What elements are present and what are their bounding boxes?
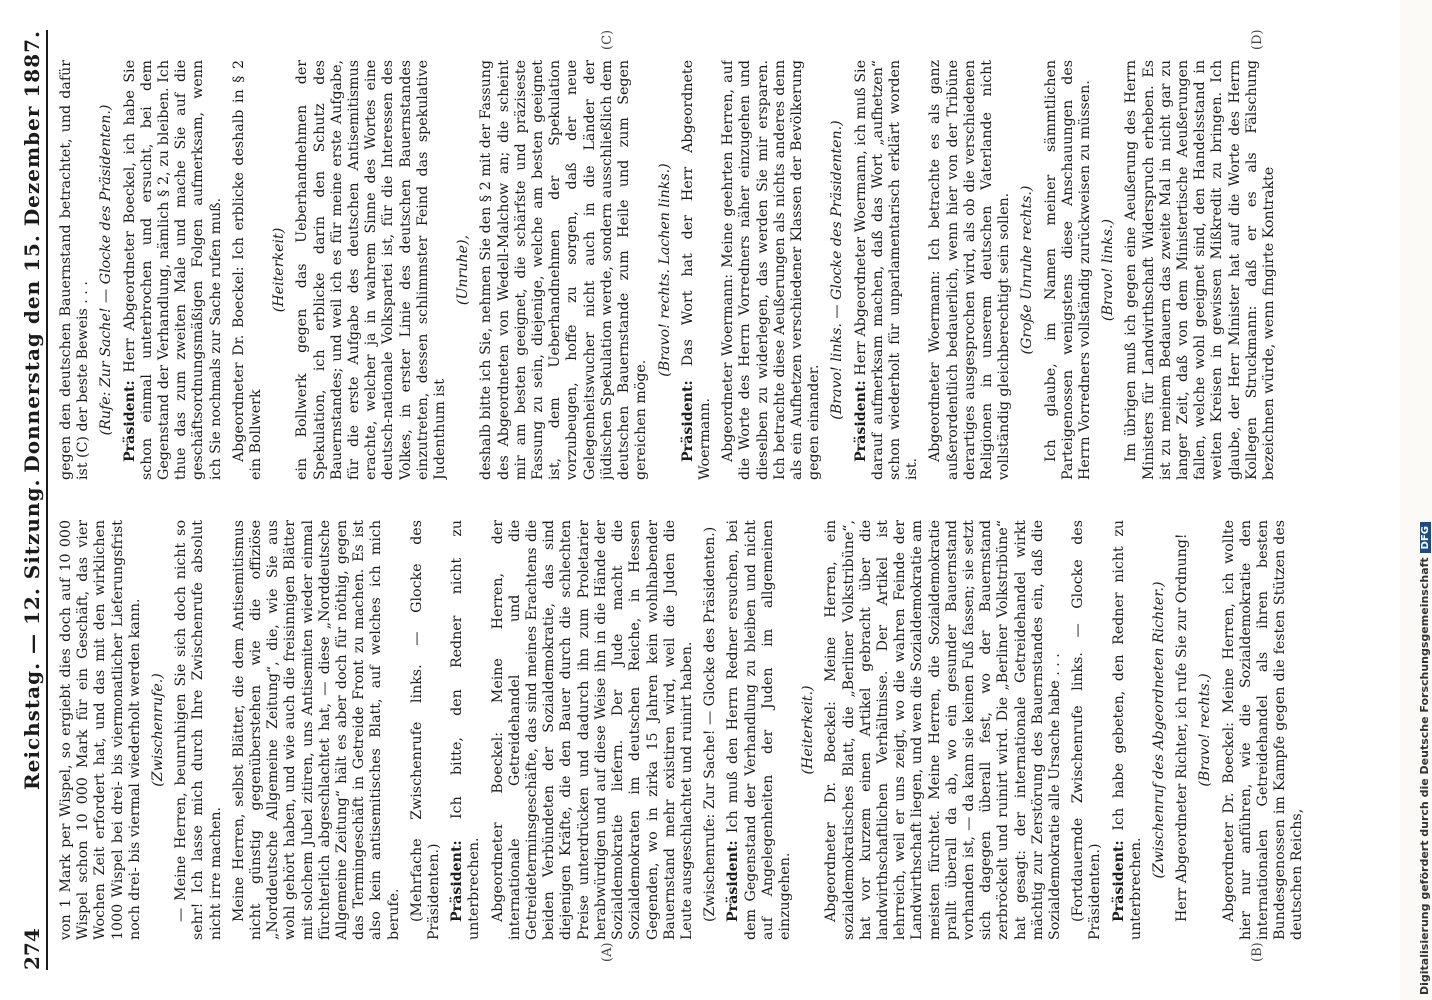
stage-direction: (Bravo! rechts. Lachen links.) [656,163,673,377]
text-paragraph: Abgeordneter Woermann: Ich betrachte es als ganz außerordentlich bedauerlich, wenn hier von der Tribüne derartiges ausgesprochen wird, als ob die verschiedenen Religionen in unserem deutschen Vaterlande nicht vollständig gleichberechtigt sein sollen. [927,60,1013,480]
text-paragraph: (Zwischenrufe: Zur Sache! — Glocke des Präsidenten.) [702,526,719,922]
stage-direction: (Bravo! rechts.) [1197,673,1214,787]
stage-direction: (Bravo! links.) [1100,218,1117,322]
text-paragraph: Abgeordneter Boeckel: Meine Herren, der internationale Getreidehandel und die Getreideterminsgeschäfte, das sind meines Erachtens die beiden Verbündeten der Sozialdemokratie, das sind diejenigen Kräfte, die den Bauer durch die schlechten Preise unterdrücken und dadurch ihn zum Proletarier herabwürdigen und auf diese Weise ihn in die Hände der Sozialdemokratie liefern. Der Jude macht die Sozialdemokraten im deutschen Reiche, in Hessen Gegenden, wo in zirka 15 Jahren kein wohlhabender Bauernstand mehr existiren wird, weil die Juden die Leute ausgeschlachtet und ruinirt haben. [489,520,695,940]
speaker-name: Präsident: [1110,840,1127,922]
speech-text: Das Wort hat der Herr Abgeordnete Woermann. [679,60,713,480]
speaker-paragraph [449,520,483,940]
margin-mark-d: (D) [1250,29,1265,50]
margin-mark-a: (A) [600,942,615,962]
stage-direction: (Bravo! links. — Glocke des Präsidenten.) [829,120,846,420]
text-paragraph: Im übrigen muß ich gegen eine Aeußerung des Herrn Ministers für Landwirthschaft Widerspruch erheben. Es ist zu meinem Bedauern das zweite Mal in nicht gar zu langer Zeit, daß von dem Ministertische Aeußerungen fallen, welche wohl geeignet sind, den Handelsstand in weiten Kreisen in gewissen Mißkredit zu bringen. Ich glaube, der Herr Minister hat auf die Worte des Herrn Kollegen Struckmann: daß er es als Fälschung bezeichnen würde, wenn fingirte Kontrakte [1123,60,1277,480]
dfg-logo: DFG [1420,522,1431,553]
left-text-column [58,520,1358,940]
dfg-credit [1418,522,1431,995]
session-title: Reichstag. — 12. Sitzung. [20,478,44,790]
text-paragraph: ein Bollwerk gegen das Ueberhandnehmen der Spekulation, ich erblicke darin den Schutz des Bauernstandes; und weil ich es für meine erste Aufgabe, für die erste Aufgabe des deutschen Antisemitismus erachte, welcher ja in wahrem Sinne des Wortes eine deutsch-nationale Volkspartei ist, für die Interessen des Volkes, in erster Linie des deutschen Bauernstandes einzutreten, dessen schlimmster Feind das spekulative Judenthum ist [294,60,449,480]
text-paragraph: Abgeordneter Dr. Boeckel: Meine Herren, ich wollte hier nur anführen, wie die Sozialdemokratie den internationalen Getreidehandel als ihren besten Bundesgenossen im Kampfe gegen die festen Stützen des deutschen Reichs, [1220,520,1306,940]
stage-direction: (Große Unruhe rechts.) [1019,185,1036,355]
text-paragraph: Herr Abgeordneter Richter, ich rufe Sie zur Ordnung! [1174,533,1191,922]
text-paragraph: (Fortdauernde Zwischenrufe links. — Glocke des Präsidenten.) [1070,520,1104,940]
text-paragraph: — Meine Herren, beunruhigen Sie sich doch nicht so sehr! Ich lasse mich durch Ihre Zwischenrufe absolut nicht irre machen. [173,520,224,940]
page-header [18,30,48,970]
text-paragraph: gegen den deutschen Bauernstand betrachtet, und dafür ist (C) der beste Beweis . . . [58,60,92,480]
speaker-paragraph [680,60,714,480]
text-paragraph: deshalb bitte ich Sie, nehmen Sie den § 2 mit der Fassung des Abgeordneten von Wedell-Malchow an; die scheint mir am besten geeignet, die schärfste und präziseste Fassung zu sein, diejenige, welche am besten geeignet ist, dem Ueberhandnehmen der Spekulation vorzubeugen, hoffe zu sorgen, daß der neue Gelegenheitswucher nicht auch in die Länder der jüdischen Spekulation werde, sondern ausschließlich dem deutschen Bauernstande zum Heile und zum Segen gereichen möge. [478,60,650,480]
speaker-paragraph [853,60,922,480]
text-paragraph: von 1 Mark per Wispel, so ergiebt dies doch auf 10 000 Wispel schon 10 000 Mark für ein Geschäft, das vier Wochen Zeit erfordert hat, und das mit den wirklichen 1000 Wispel bei drei- bis viermonatlicher Lieferungsfrist noch drei- bis viermal wiederholt werden kann. [58,520,143,940]
session-date: Donnerstag den 15. Dezember 1887. [20,30,44,473]
margin-mark-b: (B) [1250,942,1265,962]
page-number: 274 [20,928,44,970]
text-paragraph: Abgeordneter Woermann: Meine geehrten Herren, auf die Worte des Herrn Vorredners näher einzugehen und dieselben zu widerlegen, das werden Sie mir ersparen. Ich betrachte diese Aeußerungen als nichts anderes denn als ein Aufhetzen verschiedener Klassen der Bevölkerung gegen einander. [720,60,823,480]
stage-direction: (Heiterkeit) [271,227,288,313]
speaker-name: Präsident: [679,380,696,462]
text-paragraph: Ich glaube, im Namen meiner sämmtlichen Parteigenossen wenigstens diese Anschauungen des Herrn Vorredners vollständig zurückweisen zu müssen. [1042,60,1093,480]
text-paragraph: Abgeordneter Dr. Boeckel: Ich erblicke deshalb in § 2 ein Bollwerk [230,60,265,480]
speech-text: Herr Abgeordneter Boeckel, ich habe Sie schon einmal unterbrochen und ersucht, bei dem Gegenstand der Verhandlung, nämlich § 2, zu bleiben. Ich thue das zum zweiten Male und mache Sie auf die geschäftsordnungsmäßigen Folgen aufmerksam, wenn ich Sie nochmals zur Sache rufen muß. [121,60,224,480]
speaker-paragraph [122,60,225,480]
speech-text: Ich habe gebeten, den Redner nicht zu unterbrechen. [1110,520,1144,940]
text-paragraph: Meine Herren, selbst Blätter, die dem Antisemitismus nicht günstig gegenüberstehen wie die offiziöse „Norddeutsche Allgemeine Zeitung“, die, wie Sie aus wohl gehört haben, und wie auch die freisinnigen Blätter mit solchem Jubel zitiren, uns Antisemiten wieder einmal fürchterlich abgeschlachtet hat, — diese „Norddeutsche Allgemeine Zeitung“ hält es aber doch für nöthig, gegen das Termingeschäft in Getreide Front zu machen. Es ist also kein antisemitisches Blatt, auf welches ich mich berufe. [230,520,402,940]
stage-direction: (Rufe: Zur Sache! — Glocke des Präsidenten.) [98,104,115,436]
speaker-name: Präsident: [449,840,466,922]
speaker-name: Präsident: [725,840,742,922]
stage-direction: (Zwischenruf des Abgeordneten Richter.) [1150,581,1167,879]
margin-mark-c: (C) [600,29,615,50]
stage-direction: (Heiterkeit.) [800,685,817,775]
speaker-name: Präsident: [852,380,869,462]
text-paragraph: (Mehrfache Zwischenrufe links. — Glocke des Präsidenten.) [408,520,443,940]
stage-direction: (Unruhe), [455,234,472,306]
speech-text: Herr Abgeordneter Woermann, ich muß Sie darauf aufmerksam machen, daß das Wort „aufhetzen“ schon wiederholt für unparlamentarisch erklärt worden ist. [852,60,921,480]
speech-text: Ich muß den Herrn Redner ersuchen, bei dem Gegenstand der Verhandlung zu bleiben und nicht auf Angelegenheiten der Juden im allgemeinen einzugehen. [725,520,793,940]
stage-direction: (Zwischenrufe.) [150,673,167,787]
right-text-column [58,60,1358,480]
text-paragraph: Abgeordneter Dr. Boeckel: Meine Herren, ein sozialdemokratisches Blatt, die „Berliner Volkstribüne“, hat vor kurzem einen Artikel gebracht über die landwirthschaftlichen Verhältnisse. Der Artikel ist lehrreich, weil er uns zeigt, wo die wahren Feinde der Landwirthschaft liegen, und wen die Sozialdemokratie am meisten fürchtet. Meine Herren, die Sozialdemokratie prallt überall da ab, wo ein gesunder Bauernstand vorhanden ist, — da kann sie keinen Fuß fassen; sie setzt sich dagegen überall fest, wo der Bauernstand zerbröckelt und ruinirt wird. Die „Berliner Volkstribüne“ hat gesagt: der internationale Getreidehandel wirkt mächtig zur Zerstörung des Bauernstandes ein, daß die Sozialdemokratie alle Ursache habe . . . [823,520,1063,940]
speaker-paragraph [1111,520,1145,940]
speaker-paragraph [725,520,794,940]
speaker-name: Präsident: [121,380,138,462]
dfg-credit-text: Digitalisierung gefördert durch die Deutsche Forschungsgemeinschaft [1418,557,1431,995]
speech-text: Ich bitte, den Redner nicht zu unterbrechen. [449,520,483,940]
